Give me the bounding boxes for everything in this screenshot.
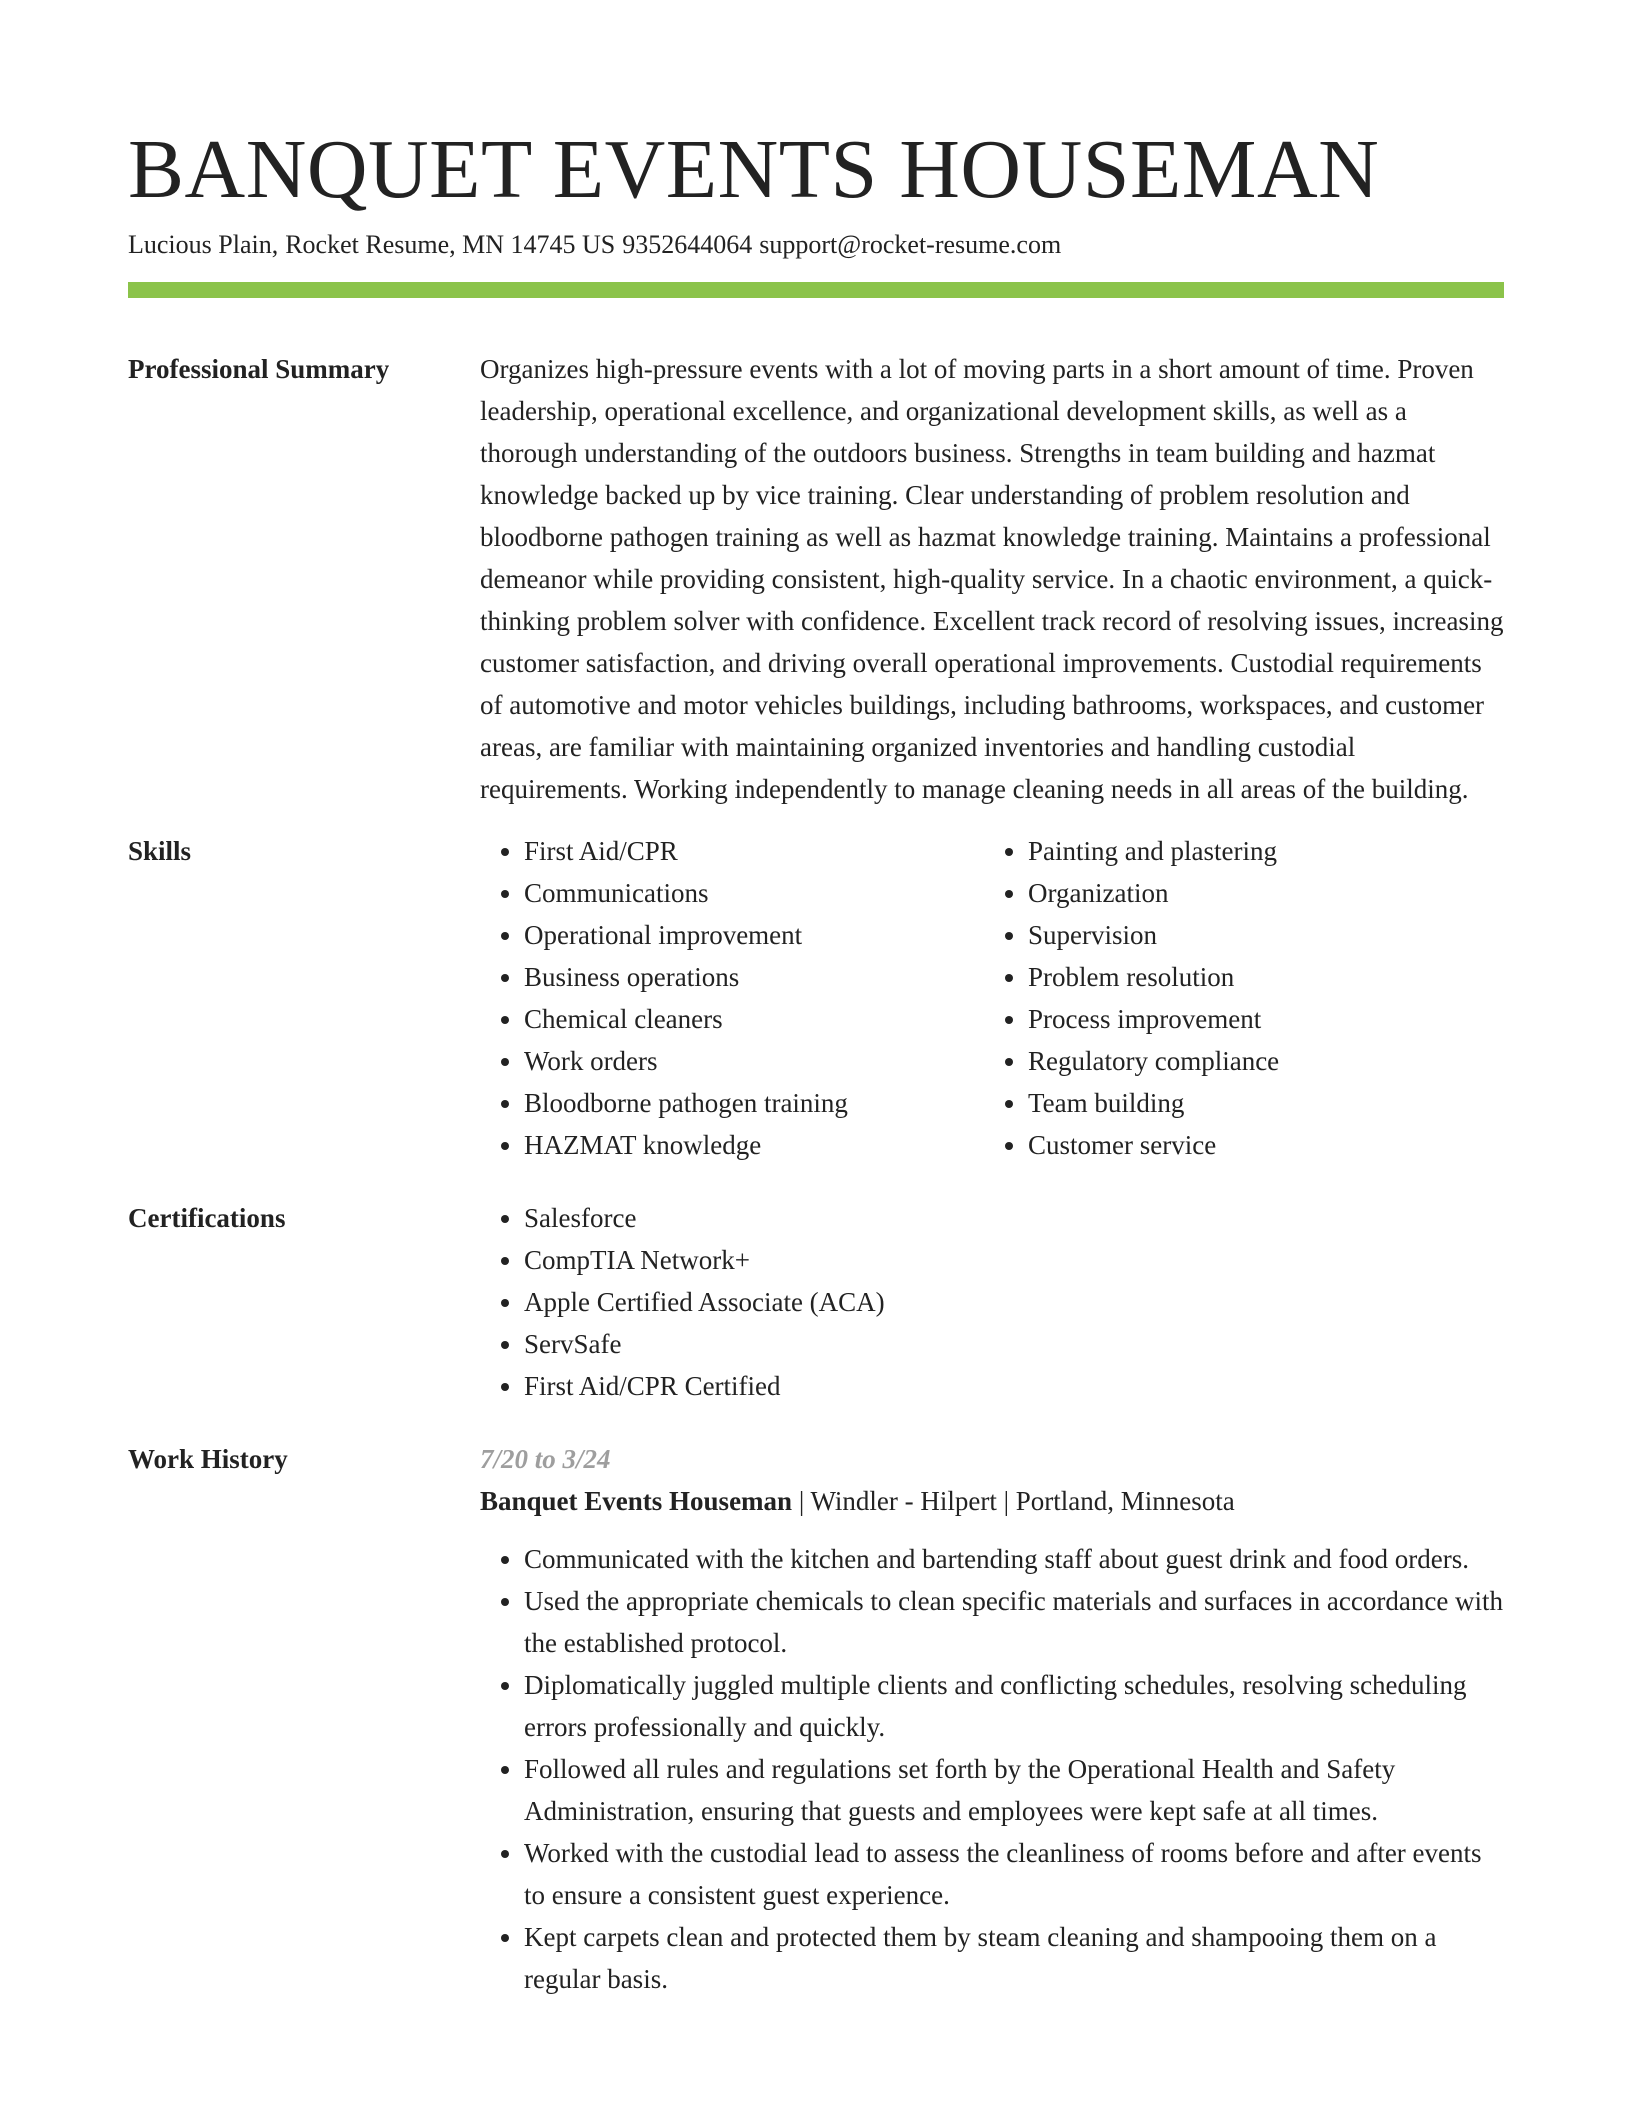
certifications-heading: Certifications bbox=[128, 1203, 286, 1233]
skills-body bbox=[480, 830, 1504, 1166]
certification-item: • ServSafe bbox=[524, 1323, 1504, 1365]
skill-item: • Supervision bbox=[1028, 914, 1428, 956]
skills-list-right bbox=[984, 830, 1428, 1166]
certifications-list bbox=[480, 1197, 1504, 1407]
skills-section bbox=[128, 830, 1504, 1166]
summary-text: Organizes high-pressure events with a lot of moving parts in a short amount of time. Proven leadership, operational excellence, and organizational development skills, as well as a thorough understanding of the outdoors business. Strengths in team building and hazmat knowledge backed up by vice training. Clear understanding of problem resolution and bloodborne pathogen training as well as hazmat knowledge training. Maintains a professional demeanor while providing consistent, high-quality service. In a chaotic environment, a quick-thinking problem solver with confidence. Excellent track record of resolving issues, increasing customer satisfaction, and driving overall operational improvements. Custodial requirements of automotive and motor vehicles buildings, including bathrooms, workspaces, and customer areas, are familiar with maintaining organized inventories and handling custodial requirements. Working independently to manage cleaning needs in all areas of the building. bbox=[480, 354, 1504, 804]
job-bullet: • Used the appropriate chemicals to clean specific materials and surfaces in accordance with the established protocol. bbox=[524, 1580, 1504, 1664]
certifications-body bbox=[480, 1197, 1504, 1407]
contact-street: Lucious Plain, bbox=[128, 230, 279, 259]
skills-heading: Skills bbox=[128, 836, 192, 866]
job-bullets bbox=[480, 1538, 1504, 2000]
job-heading bbox=[480, 1480, 1504, 1522]
skill-item: • Work orders bbox=[524, 1040, 984, 1082]
job-title: Banquet Events Houseman bbox=[480, 1486, 793, 1516]
skill-item: • HAZMAT knowledge bbox=[524, 1124, 984, 1166]
contact-line bbox=[128, 228, 1504, 262]
certification-item: • Salesforce bbox=[524, 1197, 1504, 1239]
resume-page bbox=[128, 0, 1504, 2000]
skill-item: • Organization bbox=[1028, 872, 1428, 914]
job-bullet: • Worked with the custodial lead to assess the cleanliness of rooms before and after events to ensure a consistent guest experience. bbox=[524, 1832, 1504, 1916]
skill-item: • Communications bbox=[524, 872, 984, 914]
header-divider bbox=[128, 282, 1504, 298]
skill-item: • Operational improvement bbox=[524, 914, 984, 956]
skill-item: • Problem resolution bbox=[1028, 956, 1428, 998]
skills-list-left bbox=[480, 830, 984, 1166]
summary-section bbox=[128, 348, 1504, 810]
skill-item: • Customer service bbox=[1028, 1124, 1428, 1166]
candidate-name: BANQUET EVENTS HOUSEMAN bbox=[128, 123, 1380, 216]
job-dates: 7/20 to 3/24 bbox=[480, 1444, 611, 1474]
skill-item: • First Aid/CPR bbox=[524, 830, 984, 872]
contact-city-state-zip: Rocket Resume, MN 14745 US bbox=[285, 230, 616, 259]
contact-email: support@rocket-resume.com bbox=[759, 230, 1062, 259]
skill-item: • Regulatory compliance bbox=[1028, 1040, 1428, 1082]
contact-phone: 9352644064 bbox=[622, 230, 753, 259]
skill-item: • Business operations bbox=[524, 956, 984, 998]
job-bullet: • Communicated with the kitchen and bartending staff about guest drink and food orders. bbox=[524, 1538, 1504, 1580]
job-bullet: • Followed all rules and regulations set forth by the Operational Health and Safety Administration, ensuring that guests and employees were kept safe at all times. bbox=[524, 1748, 1504, 1832]
job-bullet: • Diplomatically juggled multiple clients and conflicting schedules, resolving scheduling errors professionally and quickly. bbox=[524, 1664, 1504, 1748]
certification-item: • CompTIA Network+ bbox=[524, 1239, 1504, 1281]
certification-item: • Apple Certified Associate (ACA) bbox=[524, 1281, 1504, 1323]
skill-item: • Chemical cleaners bbox=[524, 998, 984, 1040]
work-history-heading: Work History bbox=[128, 1444, 288, 1474]
work-history-section bbox=[128, 1438, 1504, 2000]
job-company-location: | Windler - Hilpert | Portland, Minnesota bbox=[798, 1486, 1235, 1516]
skill-item: • Bloodborne pathogen training bbox=[524, 1082, 984, 1124]
skill-item: • Painting and plastering bbox=[1028, 830, 1428, 872]
summary-body bbox=[480, 348, 1504, 810]
job-bullet: • Kept carpets clean and protected them by steam cleaning and shampooing them on a regular basis. bbox=[524, 1916, 1504, 2000]
summary-heading: Professional Summary bbox=[128, 354, 390, 384]
skill-item: • Process improvement bbox=[1028, 998, 1428, 1040]
certification-item: • First Aid/CPR Certified bbox=[524, 1365, 1504, 1407]
skill-item: • Team building bbox=[1028, 1082, 1428, 1124]
certifications-section bbox=[128, 1197, 1504, 1407]
work-history-body bbox=[480, 1438, 1504, 2000]
